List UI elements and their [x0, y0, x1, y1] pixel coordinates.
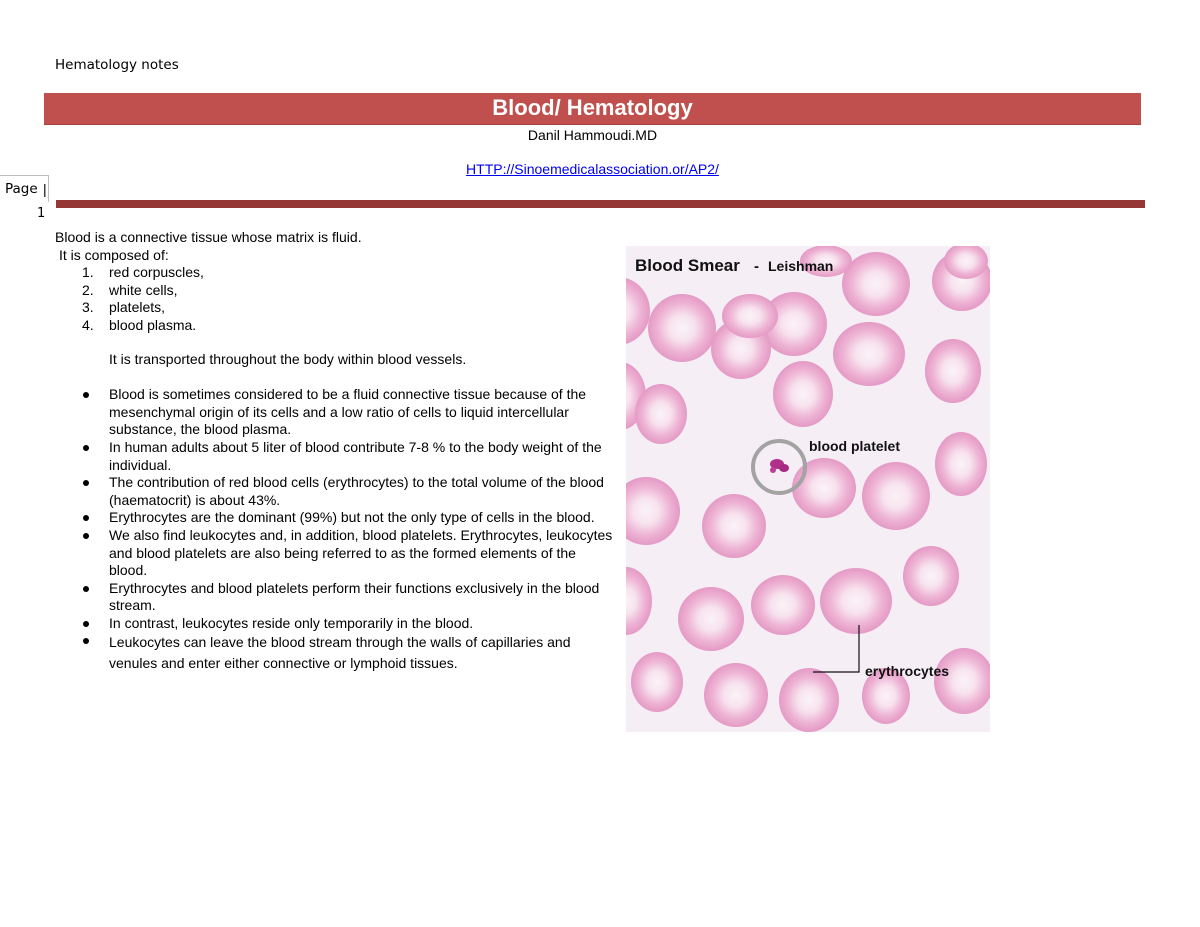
transport-note: It is transported throughout the body within blood vessels. — [109, 350, 467, 367]
platelet-label: blood platelet — [809, 438, 900, 454]
running-header: Hematology notes — [55, 57, 179, 73]
list-item — [55, 282, 615, 300]
components-list — [55, 264, 615, 334]
bullet-item: In human adults about 5 liter of blood contribute 7-8 % to the body weight of the individual. — [55, 439, 615, 474]
bullet-item: Leukocytes can leave the blood stream through the walls of capillaries and venules and enter either connective or lymphoid tissues. — [55, 632, 615, 674]
erythrocyte — [751, 575, 815, 635]
erythrocyte — [704, 663, 768, 727]
figure-title: Blood Smear — [635, 256, 740, 275]
erythrocyte — [820, 568, 892, 634]
bullet-item: We also find leukocytes and, in addition, blood platelets. Erythrocytes, leukocytes and blood platelets are also being referred to as the formed elements of the blood. — [55, 527, 615, 580]
erythrocyte — [792, 458, 856, 518]
erythrocyte — [842, 252, 910, 316]
erythrocyte — [833, 322, 905, 386]
erythrocyte — [934, 648, 990, 714]
erythrocytes-label: erythrocytes — [865, 663, 950, 679]
erythrocyte — [631, 652, 683, 712]
stain-name: Leishman — [768, 258, 834, 274]
url-line — [44, 161, 1141, 177]
erythrocyte — [702, 494, 766, 558]
page-separator: | — [43, 181, 47, 197]
erythrocyte-cells — [626, 246, 990, 732]
erythrocyte — [722, 294, 778, 338]
document-title: Blood/ Hematology — [492, 95, 693, 120]
erythrocyte — [626, 277, 650, 345]
list-number: 2. — [82, 281, 94, 298]
erythrocyte — [862, 462, 930, 530]
list-text: platelets, — [109, 299, 166, 316]
list-number: 3. — [82, 299, 94, 316]
erythrocyte — [635, 384, 687, 444]
erythrocyte — [626, 567, 652, 635]
bullet-item: In contrast, leukocytes reside only temporarily in the blood. — [55, 615, 615, 633]
body-text — [55, 229, 615, 674]
list-item — [55, 264, 615, 282]
erythrocyte — [925, 339, 981, 403]
erythrocyte — [773, 361, 833, 427]
horizontal-rule — [56, 200, 1145, 208]
bullet-item: Erythrocytes and blood platelets perform their functions exclusively in the blood stream. — [55, 580, 615, 615]
blood-platelet — [770, 459, 789, 473]
erythrocyte — [626, 477, 680, 545]
blood-smear-figure — [626, 246, 990, 732]
list-number: 1. — [82, 264, 94, 281]
list-number: 4. — [82, 316, 94, 333]
bullet-item: Erythrocytes are the dominant (99%) but not the only type of cells in the blood. — [55, 509, 615, 527]
source-link[interactable]: HTTP://Sinoemedicalassociation.or/AP2/ — [466, 161, 719, 177]
composed-of-line: It is composed of: — [59, 246, 169, 263]
author-name: Danil Hammoudi.MD — [527, 127, 658, 143]
erythrocyte — [678, 587, 744, 651]
erythrocyte — [903, 546, 959, 606]
list-text: white cells, — [109, 281, 178, 298]
facts-list — [55, 386, 615, 674]
page-number: 1 — [37, 206, 46, 221]
intro-line: Blood is a connective tissue whose matrix is fluid. — [55, 229, 362, 245]
list-item — [55, 317, 615, 335]
page-label: Page — [5, 181, 38, 197]
bullet-item: Blood is sometimes considered to be a fluid connective tissue because of the mesenchymal origin of its cells and a low ratio of cells to liquid intercellular substance, the blood plasma. — [55, 386, 615, 439]
list-item — [55, 299, 615, 317]
list-text: blood plasma. — [109, 316, 197, 333]
erythrocyte — [648, 294, 716, 362]
list-text: red corpuscles, — [109, 264, 204, 281]
bullet-item: The contribution of red blood cells (erythrocytes) to the total volume of the blood (haematocrit) is about 43%. — [55, 474, 615, 509]
erythrocyte — [935, 432, 987, 496]
erythrocyte — [779, 668, 839, 732]
figure-dash: - — [754, 258, 759, 275]
